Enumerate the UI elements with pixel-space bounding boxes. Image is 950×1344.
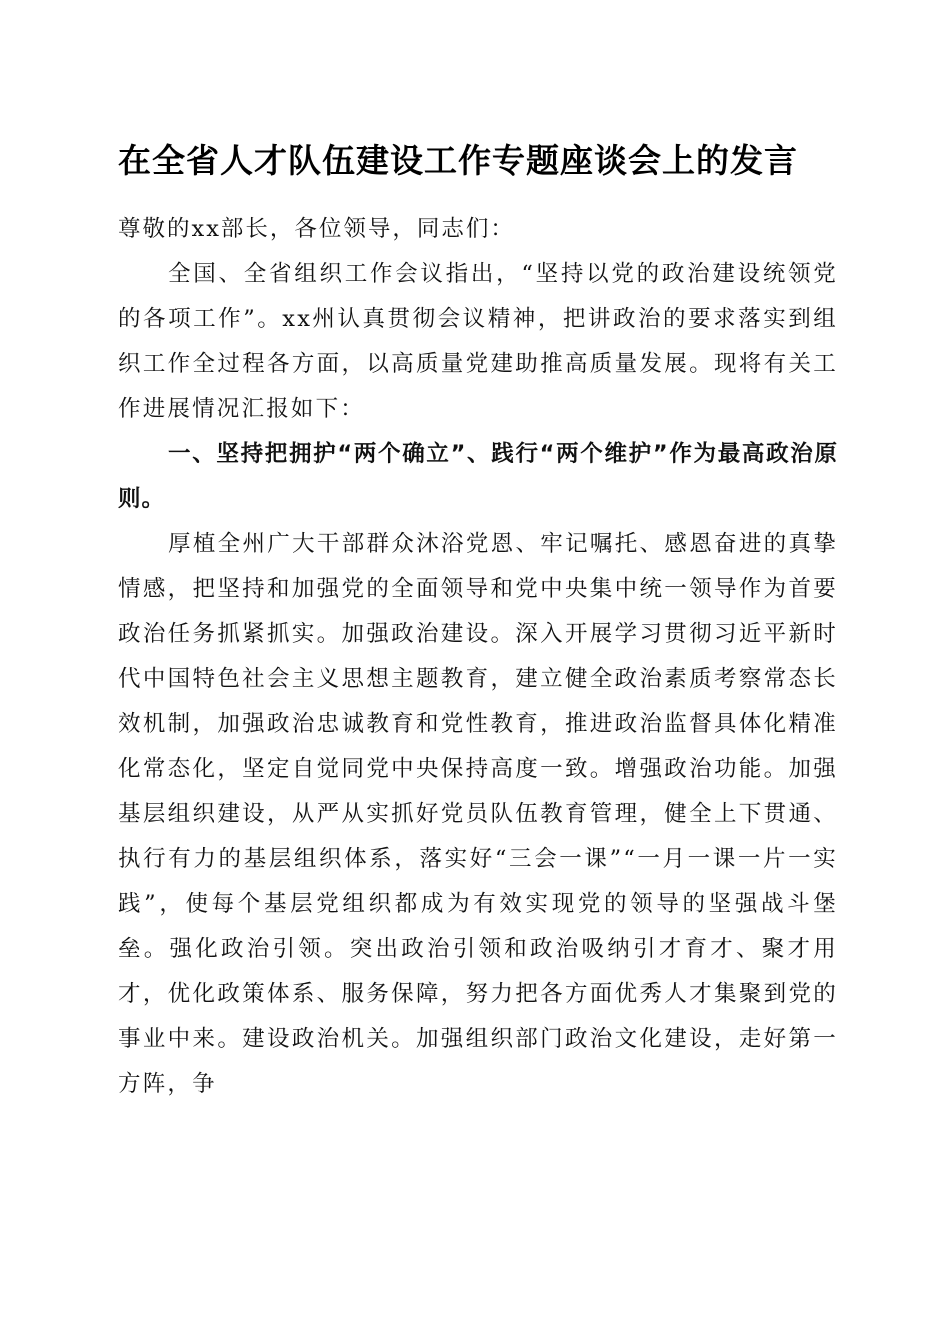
section-heading: 一、坚持把拥护“两个确立”、践行“两个维护”作为最高政治原则。 bbox=[118, 441, 838, 512]
section-paragraph: 厚植全州广大干部群众沐浴党恩、牢记嘱托、感恩奋进的真挚情感，把坚持和加强党的全面领导和党中央集中统一领导作为首要政治任务抓紧抓实。加强政治建设。深入开展学习贯彻习近平新时代中国特色社会主义思想主题教育，建立健全政治素质考察常态长效机制，加强政治忠诚教育和党性教育，推进政治监督具体化精准化常态化，坚定自觉同党中央保持高度一致。增强政治功能。加强基层组织建设，从严从实抓好党员队伍教育管理，健全上下贯通、执行有力的基层组织体系，落实好“三会一课”“一月一课一片一实践”，使每个基层党组织都成为有效实现党的领导的坚强战斗堡垒。强化政治引领。突出政治引领和政治吸纳引才育才、聚才用才，优化政策体系、服务保障，努力把各方面优秀人才集聚到党的事业中来。建设政治机关。加强组织部门政治文化建设，走好第一方阵，争 bbox=[118, 531, 838, 1097]
document-title: 在全省人才队伍建设工作专题座谈会上的发言 bbox=[118, 141, 798, 180]
document-body bbox=[118, 207, 838, 1107]
intro-paragraph: 全国、全省组织工作会议指出，“坚持以党的政治建设统领党的各项工作”。xx州认真贯彻会议精神，把讲政治的要求落实到组织工作全过程各方面，以高质量党建助推高质量发展。现将有关工作进展情况汇报如下： bbox=[118, 261, 838, 422]
greeting-line: 尊敬的xx部长，各位领导，同志们： bbox=[118, 216, 515, 242]
